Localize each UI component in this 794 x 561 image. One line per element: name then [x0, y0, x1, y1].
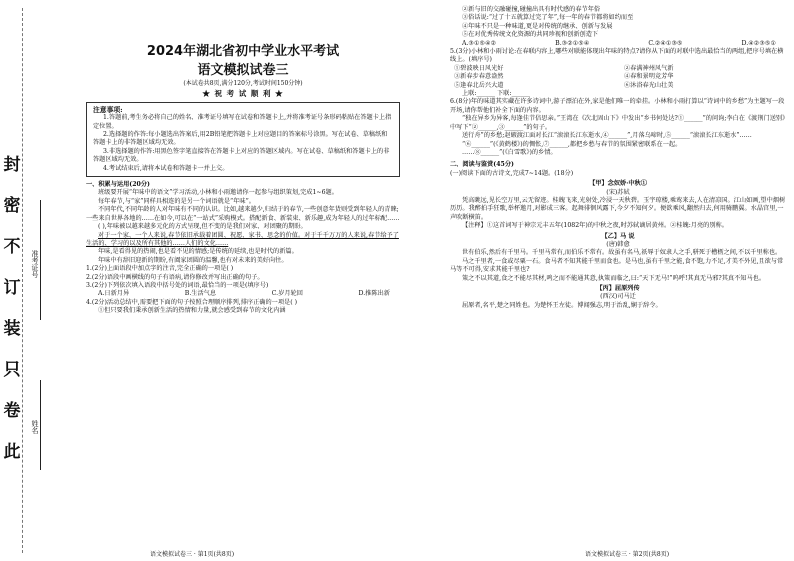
exam-id-field[interactable]	[40, 200, 41, 320]
text-yi-paragraph: 世有伯乐,然后有千里马。千里马常有,而伯乐不常有。故虽有名马,祇辱于奴隶人之手,骈死于槽枥之间,不以千里称也。	[462, 249, 782, 257]
text-jia-title: 【甲】念奴娇·中秋①	[589, 180, 647, 188]
question-4: 4.(2分)活动总结中,需要把下面的句子按照合理顺序排列,排序正确的一项是( )	[86, 298, 298, 306]
sentence-item: ③俗话说:“过了十五就算过完了年”,每一年的春节都将如约而至	[462, 14, 634, 22]
text-jia-note: 【注释】①这首词写于神宗元丰五年(1082年)的中秋之夜,时苏轼谪居黄州。②桂魄:月亮的别称。	[462, 222, 728, 230]
passage-paragraph: 年味中有辞旧迎新的期盼,有阖家团圆的温馨,也有对未来的美好向往。	[98, 256, 288, 264]
couplet-options	[450, 65, 786, 90]
section-heading: 二、阅读与鉴赏(45分)	[450, 161, 514, 169]
option: A.③①⑤④②	[462, 39, 497, 47]
text-jia-body: 凭高眺远,见长空万里,云无留迹。桂魄飞来,光射处,冷浸一天秋碧。玉宇琼楼,乘鸾来去,人在清凉国。江山如画,望中烟树历历。我醉拍手狂歌,举杯邀月,对影成三客。起舞徘徊风露下,今夕不知何夕。便欲乘风,翻然归去,何用骑鹏翼。水晶宫里,一声吹断横笛。	[450, 196, 786, 221]
couplet: ⑥沐浴春光山壮美	[624, 81, 674, 89]
text-bing-body: 屈原者,名平,楚之同姓也。为楚怀王左徒。博闻强志,明于治乱,娴于辞令。	[462, 301, 662, 309]
question-6: 6.(8分)年的味道其实藏在许多诗词中,游子漂泊在外,家是他们唯一的牵挂。小林和小雨打算以“诗词中的乡愁”为主题写一段开场,请你帮他们补全下面的内容。	[450, 98, 785, 114]
name-field[interactable]	[40, 380, 41, 470]
good-luck-motto: ★ 祝 考 试 顺 利 ★	[202, 89, 284, 99]
sentence-item: ②新与旧的交融碰撞,碰撞出具有时代感的春节年俗	[462, 6, 601, 13]
exam-title: 2024年湖北省初中学业水平考试	[146, 44, 340, 59]
sentence-item: ⑤在对优秀传统文化资源的共同珍视和创新创造下	[462, 31, 599, 39]
notice-heading: 注意事项:	[93, 105, 123, 114]
option: B.生活气息	[184, 290, 217, 298]
option: C.岁月轮回	[271, 290, 303, 298]
page-2	[450, 6, 786, 310]
passage-paragraph: 不同年代,不同年龄的人对年味有不同的认识。比如,越来越少,归结于的春节,一些创意年货则受到年轻人的青睐;一些来自世界各地的……在如今,可以在“一站式”采购模式。搭配新食、新装束、新乐趣,成为年轻人的过年标配……	[86, 206, 400, 222]
poem-fill-line: “⑥______”(《黄鹤楼》)的惆怅,⑦______,都把乡愁与春节的氛围紧密联系在一起。	[462, 140, 682, 148]
notice-item: 2.选择题的作答:每小题选出答案后,用2B铅笔把答题卡上对应题目的答案标号涂黑。写在试卷、草稿纸和答题卡上的非答题区域均无效。	[93, 131, 388, 147]
passage-paragraph: ( ),年味被以越来越多元化的方式呈现,但不变的是我们对家、对团聚的期盼。	[98, 223, 307, 231]
section-intro: (一)阅读下面的古诗文,完成7~14题。(18分)	[450, 169, 574, 177]
seal-char: 卷	[3, 401, 21, 421]
binding-strip	[0, 0, 100, 561]
poem-fill-line: “独在异乡为异客,每逢佳节倍思亲。”王湾在《次北固山下》中发出“乡书何处达?①______”的问询;李白在《渡荆门送别》中写下“②______,③______”的句子。	[450, 115, 786, 131]
couplet: ④春和景明竞芳华	[624, 73, 674, 81]
text-bing-author: (西汉)司马迁	[600, 293, 636, 301]
couplet: ③新春步春意盎然	[454, 73, 504, 81]
notice-item: 4.考试结束后,请将本试卷和答题卡一并上交。	[103, 164, 229, 172]
couplet: ①碧波映日风光好	[454, 64, 504, 72]
seal-char: 密	[3, 196, 21, 216]
option: D.推陈出新	[358, 290, 390, 298]
passage-paragraph: 对于一个家、一个人来说,春节依旧承载着团圆、祝愿、家书、思念的价值。对于千千万万的人来说,春节给予了生活的、学习的以及所有其他的……人们的文化……	[86, 231, 399, 247]
notice-box	[86, 102, 400, 177]
seal-warning	[2, 150, 22, 462]
seal-char: 封	[3, 155, 21, 175]
exam-info: (本试卷共8页,满分120分,考试时间150分钟)	[183, 80, 303, 87]
notice-item: 1.答题前,考生务必将自己的姓名、准考证号填写在试卷和答题卡上,并将准考证号条形码粘贴在答题卡上指定位置。	[93, 114, 392, 130]
seal-char: 此	[3, 442, 21, 462]
text-jia-author: (宋)苏轼	[606, 188, 630, 196]
question-3: 3.(2分)下列依次填入语段中括号处的词语,最恰当的一项是(填序号)	[86, 281, 269, 289]
passage-paragraph: 每年春节,与“家”同样具相连的是另一个词语就是“年味”。	[98, 197, 255, 205]
seal-char: 订	[3, 278, 21, 298]
poem-fill-line: 送行舟”的乡愁;赵嘏渡江面对长江“滚滚长江东逝水,④______”,月落乌啼时,⑤______“滚滚长江东逝水”……	[462, 132, 752, 140]
question-5: 5.(3分)小林和小雨讨论:在春联内容上,哪些对联能体现出年味的特点?请你从下面的对联中选出最恰当的两组,把序号填在横线上。(填序号)	[450, 48, 784, 64]
exam-id-label: 准考证号	[31, 250, 39, 278]
option: C.②④①③⑤	[648, 39, 683, 47]
question-2: 2.(2分)语段中画横线的句子有语病,请你修改并写出正确的句子。	[86, 273, 264, 281]
question-1: 1.(2分)上面语段中加点字的注音,完全正确的一项是( )	[86, 265, 234, 273]
text-bing-title: 【丙】屈原列传	[596, 285, 640, 292]
seal-char: 不	[3, 237, 21, 257]
question-3-options	[86, 290, 400, 298]
binding-dash-line	[22, 8, 23, 553]
question-4-options	[450, 40, 786, 48]
couplet: ②春满神州风气新	[624, 64, 674, 72]
sentence-item: ④年味不只是一种味道,更是对传统的继承、创新与发展	[462, 22, 613, 30]
activity-intro: 班级要开展“年味中的语文”学习活动,小林和小雨邀请你一起参与组织策划,完成1~6题。	[98, 189, 338, 197]
notice-item: 3.非选择题的作答:用黑色签字笔直接答在答题卡上对应的答题区域内。写在试卷、草稿纸和答题卡上的非答题区域均无效。	[93, 147, 390, 164]
seal-char: 装	[3, 319, 21, 339]
option: A.日新月异	[98, 290, 130, 298]
couplet-answer-line: 上联:______ 下联:______	[462, 90, 531, 98]
couplet: ⑤逢春北岳兴大道	[454, 81, 504, 89]
option: B.③②①⑤④	[555, 39, 590, 47]
section-heading: 一、积累与运用(20分)	[86, 181, 150, 189]
text-yi-paragraph: 马之千里者,一食或尽粟一石。食马者不知其能千里而食也。是马也,虽有千里之能,食不饱,力不足,才美不外见,且欲与常马等不可得,安求其能千里也?	[450, 257, 784, 274]
poem-fill-line: ……⑧______”(《白雪歌》)的乡情。	[462, 148, 557, 156]
option: D.④②③⑤①	[741, 39, 776, 47]
passage-paragraph: 年味,是看得见的热闹,也是看不见的情感;是传统的延续,也是时代的新篇。	[98, 248, 298, 256]
question-4-sentence: ①但只要我们秉承创新生活的热情和力量,就会感受到春节的文化内涵	[98, 307, 286, 315]
page-1-footer: 语文模拟试卷三 · 第1页(共8页)	[150, 551, 235, 558]
exam-subtitle: 语文模拟试卷三	[197, 63, 289, 78]
seal-char: 只	[3, 360, 21, 380]
text-yi-author: (唐)韩愈	[606, 240, 630, 248]
page-2-footer: 语文模拟试卷三 · 第2页(共8页)	[585, 551, 670, 558]
text-yi-paragraph: 策之不以其道,食之不能尽其材,鸣之而不能通其意,执策而临之,曰:“天下无马!”呜呼!其真无马邪?其真不知马也。	[462, 274, 766, 282]
page-1	[86, 0, 400, 316]
text-yi-title: 【乙】马 说	[601, 232, 635, 240]
name-label: 姓名	[31, 420, 39, 434]
